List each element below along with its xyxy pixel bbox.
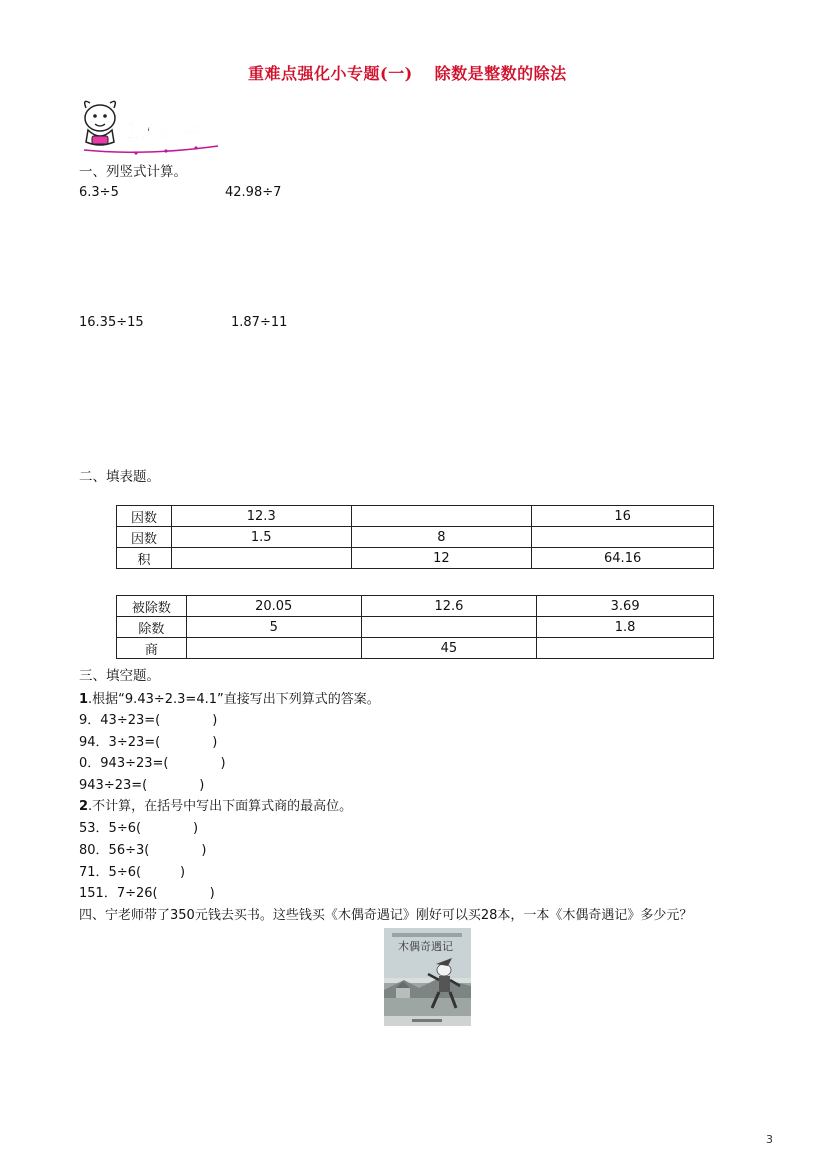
table-cell: 12.3: [171, 506, 351, 527]
problem-3: 16.35÷15: [79, 315, 144, 330]
row-label: 因数: [117, 506, 172, 527]
q1-text: .根据“9.43÷2.3=4.1”直接写出下列算式的答案。: [88, 692, 380, 707]
table-row: [117, 617, 714, 638]
title-part1: 重难点强化小专题(一): [248, 64, 413, 83]
q1-number: 1: [79, 692, 89, 707]
table-cell: 12: [351, 548, 532, 569]
q2-line: 53．5÷6( ): [79, 821, 199, 836]
section4-question: 四、宁老师带了350元钱去买书。这些钱买《木偶奇遇记》刚好可以买28本，一本《木偶奇遇记》多少元？: [79, 908, 693, 923]
table-cell: 20.05: [186, 596, 361, 617]
sheep-mascot-icon: [76, 96, 226, 158]
book-title: 木偶奇遇记: [398, 940, 453, 953]
row-label: 商: [117, 638, 187, 659]
q2-number: 2: [79, 799, 89, 814]
table-cell: [532, 527, 714, 548]
logo-text: 课标选萃: [126, 121, 203, 143]
problem-4: 1.87÷11: [231, 315, 288, 330]
q1-prompt: [79, 688, 380, 707]
table-cell: [361, 617, 537, 638]
table-row: [117, 638, 714, 659]
q1-line: 9．43÷23=( ): [79, 713, 218, 728]
table-row: [117, 548, 714, 569]
division-table: [116, 595, 714, 659]
q1-line: 943÷23=( ): [79, 778, 205, 793]
q1-line: 94．3÷23=( ): [79, 735, 218, 750]
q2-line: 80．56÷3( ): [79, 843, 207, 858]
q2-text: .不计算，在括号中写出下面算式商的最高位。: [88, 799, 353, 814]
problem-2: 42.98÷7: [225, 185, 282, 200]
table-row: [117, 596, 714, 617]
table-cell: 12.6: [361, 596, 537, 617]
page-number: 3: [766, 1133, 773, 1146]
table-cell: 8: [351, 527, 532, 548]
table-cell: [351, 506, 532, 527]
page-title: [248, 61, 567, 84]
row-label: 积: [117, 548, 172, 569]
table-cell: 1.8: [537, 617, 714, 638]
table-cell: 16: [532, 506, 714, 527]
factor-product-table: [116, 505, 714, 569]
table-cell: 1.5: [171, 527, 351, 548]
book-cover-image: [384, 928, 471, 1026]
section1-heading: 一、列竖式计算。: [79, 164, 187, 180]
table-row: [117, 527, 714, 548]
table-cell: 64.16: [532, 548, 714, 569]
q1-line: 0．943÷23=( ): [79, 756, 226, 771]
section2-heading: 二、填表题。: [79, 469, 160, 485]
table-cell: [537, 638, 714, 659]
q2-line: 151．7÷26( ): [79, 886, 215, 901]
q2-prompt: [79, 795, 352, 814]
section3-heading: 三、填空题。: [79, 668, 160, 684]
table-row: [117, 506, 714, 527]
table-cell: 45: [361, 638, 537, 659]
title-part2: 除数是整数的除法: [434, 64, 567, 83]
table-cell: [186, 638, 361, 659]
table-cell: [171, 548, 351, 569]
q2-line: 71．5÷6( ): [79, 865, 186, 880]
section-logo: [76, 96, 226, 158]
table-cell: 3.69: [537, 596, 714, 617]
row-label: 除数: [117, 617, 187, 638]
problem-1: 6.3÷5: [79, 185, 119, 200]
table-cell: 5: [186, 617, 361, 638]
book-cover-icon: [384, 928, 471, 1026]
row-label: 因数: [117, 527, 172, 548]
row-label: 被除数: [117, 596, 187, 617]
